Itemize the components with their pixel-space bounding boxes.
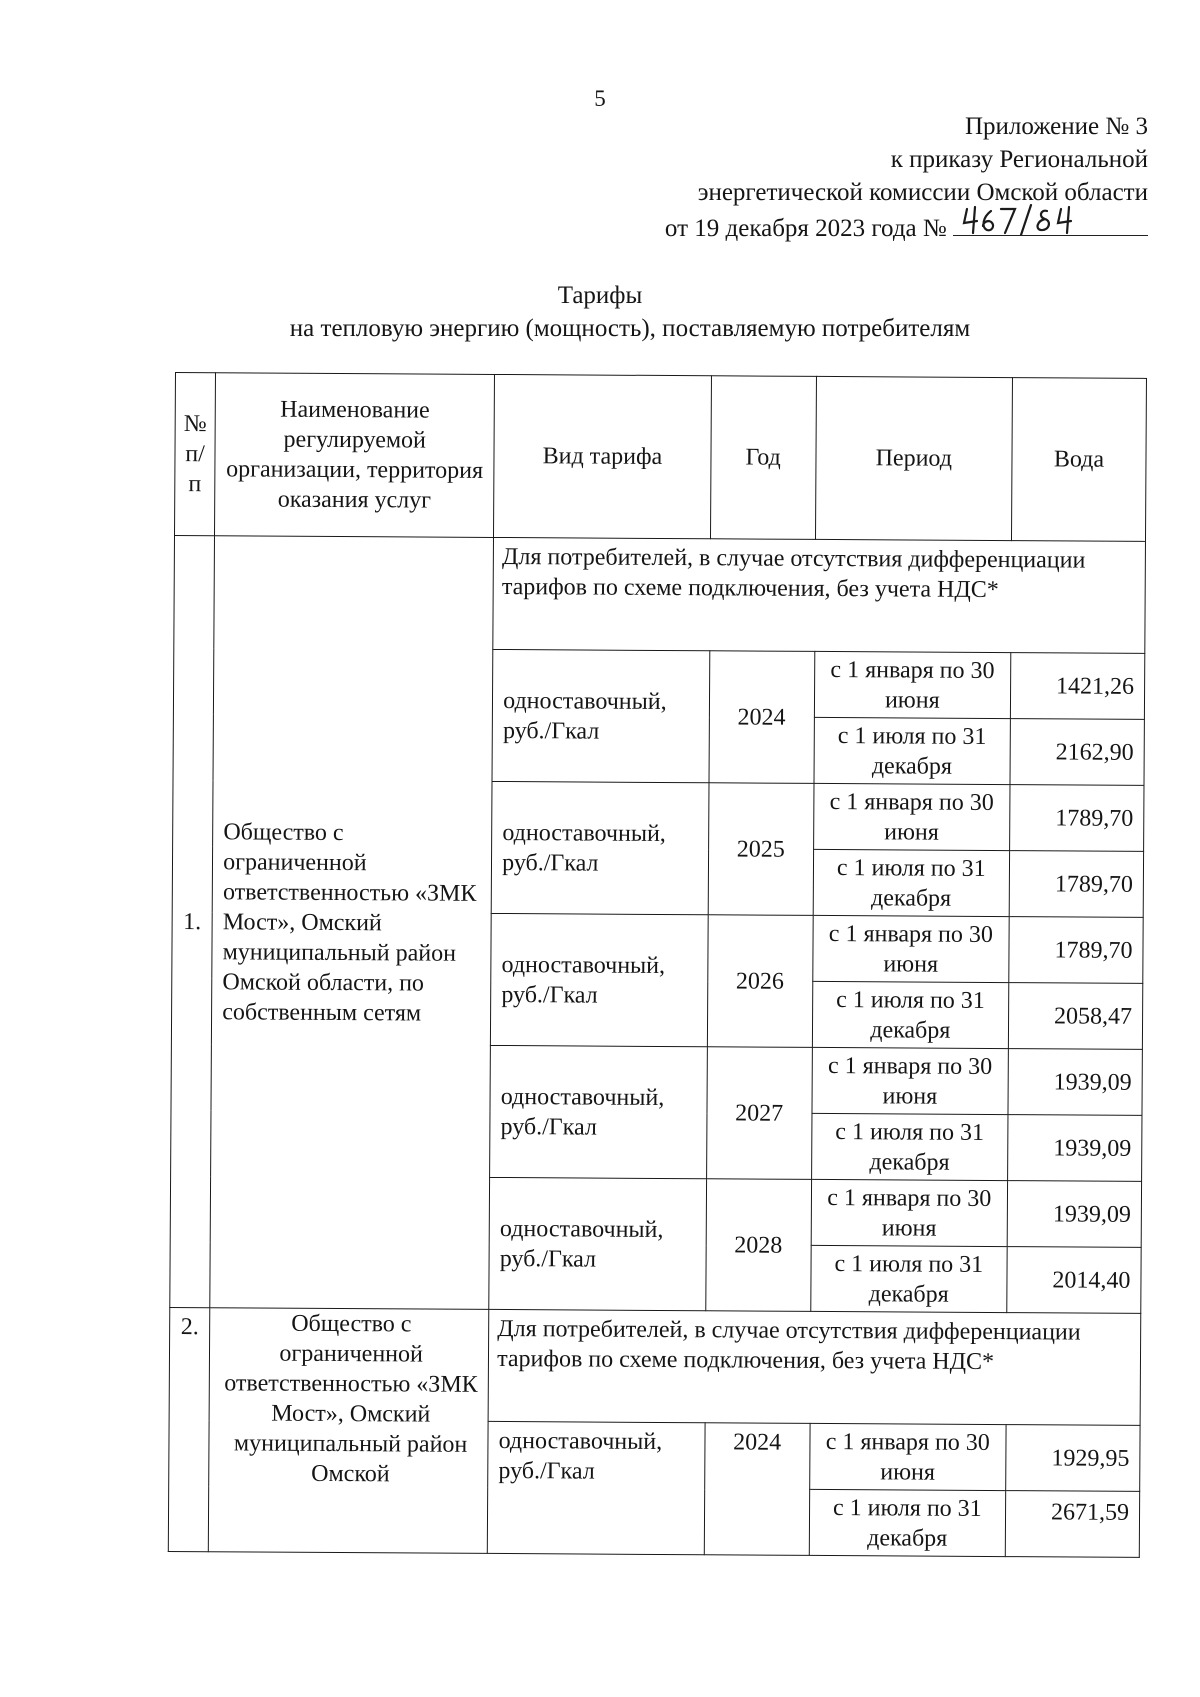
appendix-title: Приложение № 3 — [964, 113, 1148, 140]
appendix-commission: энергетической комиссии Омской области — [697, 179, 1148, 206]
tariff-kind: одноставочный, руб./Гкал — [490, 1045, 707, 1178]
tariff-period: с 1 июля по 31 декабря — [811, 1113, 1008, 1180]
tariff-kind: одноставочный, руб./Гкал — [492, 649, 709, 782]
appendix-date: от 19 декабря 2023 года № — [664, 215, 947, 242]
table-header-row — [175, 373, 1147, 542]
header-org: Наименование регулируемой организации, территория оказания услуг — [215, 373, 495, 538]
tariff-year: 2024 — [704, 1423, 810, 1556]
table-row — [169, 1307, 1141, 1425]
tariff-period: с 1 января по 30 июня — [812, 1047, 1009, 1114]
tariff-water-value: 2162,90 — [1010, 719, 1144, 786]
tariff-period: с 1 января по 30 июня — [809, 1423, 1006, 1490]
header-kind: Вид тарифа — [494, 374, 712, 538]
tariff-period: с 1 января по 30 июня — [813, 783, 1010, 850]
tariff-water-value: 1929,95 — [1006, 1425, 1140, 1492]
tariff-period: с 1 июля по 31 декабря — [813, 849, 1010, 916]
tariff-water-value: 2014,40 — [1007, 1247, 1141, 1314]
tariff-condition: Для потребителей, в случае отсутствия дифференциации тарифов по схеме подключения, без учета НДС* — [493, 537, 1145, 653]
tariff-kind: одноставочный, руб./Гкал — [491, 781, 708, 914]
appendix-header — [448, 110, 1148, 245]
tariff-year: 2028 — [705, 1179, 811, 1312]
header-num: № п/п — [175, 373, 216, 536]
tariff-period: с 1 января по 30 июня — [812, 915, 1009, 982]
tariff-year: 2026 — [707, 915, 813, 1048]
tariff-year: 2024 — [709, 651, 815, 784]
tariff-year: 2025 — [708, 783, 814, 916]
tariff-kind: одноставочный, руб./Гкал — [489, 1177, 706, 1310]
appendix-order-ref: к приказу Региональной — [890, 146, 1148, 173]
tariff-water-value: 1789,70 — [1009, 851, 1143, 918]
tariffs-table — [168, 372, 1147, 1558]
tariff-period: с 1 июля по 31 декабря — [809, 1489, 1006, 1556]
tariff-period: с 1 июля по 31 декабря — [810, 1245, 1007, 1312]
organization-name: Общество с ограниченной ответственностью «ЗМК Мост», Омский муниципальный район Омской — [208, 1308, 489, 1554]
organization-name: Общество с ограниченной ответственностью «ЗМК Мост», Омский муниципальный район Омской области, по собственным сетям — [210, 536, 494, 1310]
tariff-water-value: 2058,47 — [1008, 983, 1142, 1050]
header-period: Период — [815, 376, 1012, 540]
row-number: 2. — [168, 1307, 210, 1551]
tariff-period: с 1 января по 30 июня — [814, 651, 1011, 718]
tariff-period: с 1 июля по 31 декабря — [812, 981, 1009, 1048]
header-water: Вода — [1012, 378, 1147, 542]
table-row — [174, 536, 1146, 654]
handwritten-order-number-icon — [961, 203, 1111, 235]
tariff-kind: одноставочный, руб./Гкал — [491, 913, 708, 1046]
tariff-kind: одноставочный, руб./Гкал — [487, 1421, 704, 1554]
tariff-period: с 1 января по 30 июня — [811, 1179, 1008, 1246]
title-subtitle: на тепловую энергию (мощность), поставляемую потребителям — [289, 315, 971, 342]
tariff-water-value: 1789,70 — [1009, 917, 1143, 984]
handwritten-order-number — [953, 209, 1148, 236]
title-main: Тарифы — [557, 282, 643, 309]
page-number: 5 — [594, 86, 606, 111]
tariff-condition: Для потребителей, в случае отсутствия дифференциации тарифов по схеме подключения, без учета НДС* — [488, 1309, 1140, 1425]
tariff-water-value: 2671,59 — [1005, 1491, 1139, 1558]
tariff-water-value: 1421,26 — [1010, 653, 1144, 720]
tariff-water-value: 1789,70 — [1010, 785, 1144, 852]
appendix-date-line — [448, 209, 1148, 245]
tariff-period: с 1 июля по 31 декабря — [814, 717, 1011, 784]
tariff-year: 2027 — [706, 1047, 812, 1180]
tariff-water-value: 1939,09 — [1007, 1181, 1141, 1248]
tariff-water-value: 1939,09 — [1008, 1049, 1142, 1116]
document-title — [0, 279, 1200, 345]
header-year: Год — [710, 376, 816, 540]
row-number: 1. — [170, 536, 215, 1308]
tariff-water-value: 1939,09 — [1008, 1115, 1142, 1182]
